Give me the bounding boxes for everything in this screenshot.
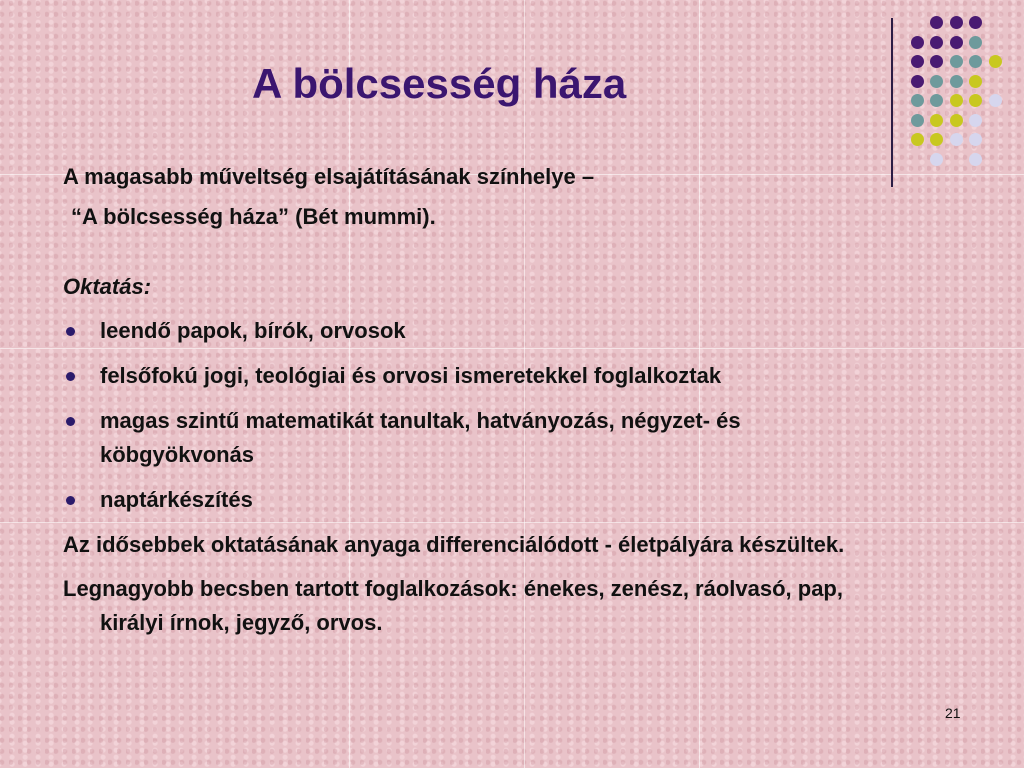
decorative-dot — [969, 75, 982, 88]
decorative-dot — [930, 114, 943, 127]
decorative-dot — [911, 133, 924, 146]
paragraph-career: Az idősebbek oktatásának anyaga differenciálódott - életpályára készültek. — [63, 532, 845, 557]
slide-title: A bölcsesség háza — [252, 60, 627, 107]
decorative-dot — [969, 16, 982, 29]
decorative-dot — [950, 36, 963, 49]
bullet-dot — [66, 496, 75, 505]
intro-line-1: A magasabb műveltség elsajátításának színhelye – — [63, 164, 595, 189]
section-label: Oktatás: — [63, 274, 152, 299]
bullet-dot — [66, 327, 75, 336]
list-item-text: felsőfokú jogi, teológiai és orvosi ismeretekkel foglalkoztak — [100, 363, 722, 388]
decorative-dot — [950, 114, 963, 127]
decorative-dot — [950, 16, 963, 29]
decorative-dot — [930, 133, 943, 146]
list-item-text: leendő papok, bírók, orvosok — [100, 318, 406, 343]
decorative-dot — [950, 133, 963, 146]
decorative-dot — [989, 94, 1002, 107]
list-item — [63, 404, 953, 472]
decorative-dot — [969, 153, 982, 166]
decorative-dot — [969, 36, 982, 49]
list-item — [63, 359, 953, 393]
decorative-dot — [911, 75, 924, 88]
decorative-dot — [950, 75, 963, 88]
decorative-dot — [950, 94, 963, 107]
list-item-text: magas szintű matematikát tanultak, hatványozás, négyzet- és köbgyökvonás — [100, 408, 741, 467]
decorative-dot — [989, 55, 1002, 68]
decorative-dot — [950, 55, 963, 68]
decorative-dot — [911, 55, 924, 68]
list-item-text: naptárkészítés — [100, 487, 253, 512]
decorative-dot — [911, 94, 924, 107]
decorative-dot — [969, 94, 982, 107]
decorative-dot — [930, 75, 943, 88]
slide-content — [63, 160, 953, 650]
decorative-dot — [911, 36, 924, 49]
bullet-dot — [66, 372, 75, 381]
decorative-dot — [969, 55, 982, 68]
decorative-dot — [930, 36, 943, 49]
decorative-dot — [930, 55, 943, 68]
paragraph-occupations: Legnagyobb becsben tartott foglalkozások: énekes, zenész, ráolvasó, pap, királyi írnok, jegyző, orvos. — [63, 576, 843, 635]
decorative-dot — [930, 94, 943, 107]
page-number: 21 — [945, 705, 961, 721]
list-item — [63, 314, 953, 348]
decorative-dot — [911, 114, 924, 127]
decorative-dot — [969, 133, 982, 146]
decorative-dot — [969, 114, 982, 127]
list-item — [63, 483, 953, 517]
bullet-dot — [66, 417, 75, 426]
intro-line-2: “A bölcsesség háza” (Bét mummi). — [71, 204, 436, 229]
decorative-dot — [930, 16, 943, 29]
